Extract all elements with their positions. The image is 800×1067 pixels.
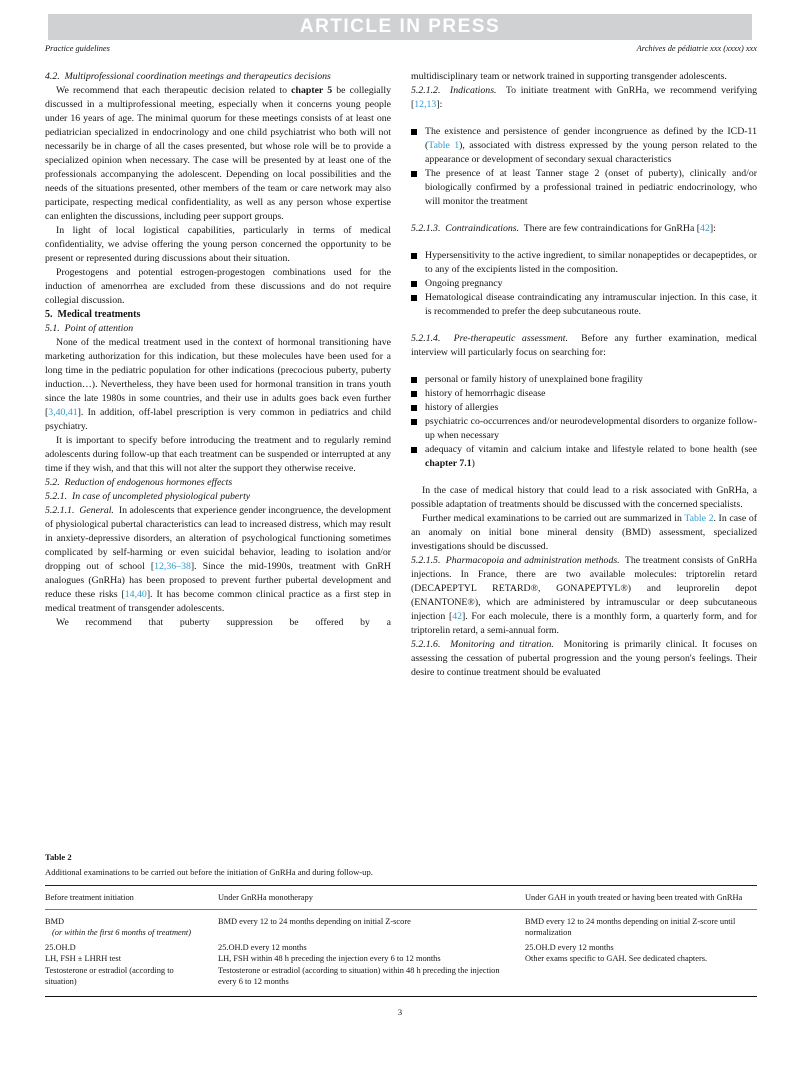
body-text: Monitoring is primarily clinical. It focuses on assessing the cessation of pubertal progression and the young person's feelings. Their desire to continue treatment should be evaluated <box>411 639 757 678</box>
body-text: ]: <box>436 99 443 110</box>
body-text: None of the medical treatment used in the context of hormonal transitioning have marketing authorization for this indication, but these molecules have been used for a long time in the pediatric population for other indications (precocious puberty, puberty induction…). Nevertheless, they have been used for hormonal transition in trans youth since the late 1980s in some countries, and their use in adults goes back even further [ <box>45 337 391 418</box>
paragraph <box>411 554 757 638</box>
paragraph <box>45 504 391 616</box>
bullet-square-icon <box>411 419 417 425</box>
body-text: ) <box>471 458 475 469</box>
bullet-item <box>411 401 757 415</box>
bullet-square-icon <box>411 405 417 411</box>
bullet-square-icon <box>411 281 417 287</box>
body-text: personal or family history of unexplained bone fragility <box>425 374 643 385</box>
body-text: history of hemorrhagic disease <box>425 388 546 399</box>
table-cell <box>45 965 218 988</box>
left-column <box>45 70 391 630</box>
table-header-cell: Under GnRHa monotherapy <box>218 893 313 902</box>
table-cell-line: BMD every 12 to 24 months depending on initial Z-score until normalization <box>525 916 736 937</box>
table-cell-line: Other exams specific to GAH. See dedicated chapters. <box>525 954 708 963</box>
bullet-item <box>411 125 757 167</box>
body-text: There are few contraindications for GnRHa [ <box>519 223 701 234</box>
paragraph <box>45 336 391 434</box>
body-text: In the case of medical history that could lead to a risk associated with GnRHa, a possible adaptation of treatments should be discussed with the concerned specialists. <box>411 485 757 510</box>
table-cell-line: LH, FSH within 48 h preceding the injection every 6 to 12 months <box>218 954 441 963</box>
bullet-square-icon <box>411 129 417 135</box>
body-text: We recommend that puberty suppression be offered by a <box>56 617 391 628</box>
table-row <box>45 942 757 954</box>
running-head-right: Archives de pédiatrie xxx (xxxx) xxx <box>636 44 757 53</box>
bullet-square-icon <box>411 377 417 383</box>
runin-heading: 5.2.1.5. Pharmacopoia and administration methods. <box>411 555 620 566</box>
table-row <box>45 953 757 965</box>
table-2 <box>45 852 757 997</box>
body-text: multidisciplinary team or network trained in supporting transgender adolescents. <box>411 71 727 82</box>
bullet-item <box>411 167 757 209</box>
paragraph <box>45 616 391 630</box>
section-heading <box>45 490 391 504</box>
bullet-list <box>411 373 757 471</box>
body-text: The existence and persistence of gender incongruence as defined by the ICD-11 ( <box>425 126 757 151</box>
reference-link[interactable]: 14,40 <box>124 589 147 600</box>
runin-heading: 5.2.1.2. Indications. <box>411 85 497 96</box>
bullet-item <box>411 249 757 277</box>
table-cell <box>45 953 218 965</box>
page-number: 3 <box>397 1007 403 1017</box>
bullet-item <box>411 277 757 291</box>
article-in-press-banner <box>48 14 752 40</box>
bullet-list <box>411 125 757 209</box>
body-text: adequacy of vitamin and calcium intake and lifestyle related to bone health (see <box>425 444 757 455</box>
paragraph <box>411 484 757 512</box>
table-title: Table 2 <box>45 852 72 862</box>
table-cell-line: 25.OH.D <box>45 942 76 952</box>
table-caption: Additional examinations to be carried out before the initiation of GnRHa and during follow-up. <box>45 866 373 877</box>
table-cell-line: (or within the first 6 months of treatment) <box>52 928 192 937</box>
body-text: 5.2. Reduction of endogenous hormones effects <box>45 477 233 488</box>
body-text: history of allergies <box>425 402 499 413</box>
body-text: ), associated with distress expressed by the young person related to the appearance or development of secondary sexual characteristics <box>425 140 758 165</box>
reference-link[interactable]: 42 <box>452 611 463 622</box>
reference-link[interactable]: Table 2 <box>684 513 714 524</box>
runin-heading: 5.2.1.4. Pre-therapeutic assessment. <box>411 333 568 344</box>
runin-heading: 5.2.1.1. General. <box>45 505 114 516</box>
table-cell <box>45 916 218 939</box>
runin-heading: 5.2.1.6. Monitoring and titration. <box>411 639 554 650</box>
bullet-square-icon <box>411 447 417 453</box>
reference-link[interactable]: 3,40,41 <box>48 407 78 418</box>
right-column <box>411 70 757 680</box>
table-cell <box>218 965 525 988</box>
body-text: The presence of at least Tanner stage 2 (onset of puberty), clinically and/or biologically confirmed by a professional trained in pediatric endocrinology, who will monitor the treatment <box>425 168 757 207</box>
bullet-square-icon <box>411 295 417 301</box>
table-row <box>45 965 757 988</box>
table-cell <box>525 953 757 965</box>
body-text: 5. Medical treatments <box>45 309 141 320</box>
paragraph <box>45 266 391 308</box>
paragraph <box>411 512 757 554</box>
reference-link[interactable]: Table 1 <box>428 140 460 151</box>
paragraph <box>45 434 391 476</box>
section-heading <box>45 308 391 322</box>
body-text: ]. For each molecule, there is a monthly form, a quarterly form, and for triptorelin retard, a semi-annual form. <box>411 611 757 636</box>
bullet-square-icon <box>411 253 417 259</box>
body-text: In light of local logistical capabilities, particularly in terms of medical confidentiality, we advise offering the young person concerned the opportunity to be present or represented during discussions about their situation. <box>45 225 391 264</box>
bullet-item <box>411 415 757 443</box>
bold-text: chapter 5 <box>291 85 333 96</box>
section-heading <box>45 70 391 84</box>
table-header-cell: Under GAH in youth treated or having been treated with GnRHa <box>525 893 743 902</box>
body-text: Hypersensitivity to the active ingredient, to similar nonapeptides or decapeptides, or to any of the excipients listed in the composition. <box>425 250 757 275</box>
table-cell-line: LH, FSH ± LHRH test <box>45 954 122 963</box>
body-text: Progestogens and potential estrogen-progestogen combinations used for the induction of amenorrhea are excluded from these discussions and do not require collegial discussion. <box>45 267 391 306</box>
body-text: ]. It has become common clinical practice as a first step in medical treatment of transgender adolescents. <box>45 589 391 614</box>
paragraph <box>411 70 757 84</box>
runin-heading: 5.2.1.3. Contraindications. <box>411 223 520 234</box>
paragraph <box>411 222 757 236</box>
body-text: 5.2.1. In case of uncompleted physiological puberty <box>45 491 251 502</box>
body-text: ]. Since the mid-1990s, treatment with GnRH analogues (GnRHa) has been proposed to prevent further pubertal development and reduce these risks [ <box>45 561 391 600</box>
running-head-left: Practice guidelines <box>45 44 110 53</box>
table-cell <box>525 942 757 954</box>
body-text: 5.1. Point of attention <box>45 323 134 334</box>
bold-text: chapter 7.1 <box>425 458 472 469</box>
table-cell <box>218 916 525 928</box>
body-text: psychiatric co-occurrences and/or neurodevelopmental disorders to organize follow-up when necessary <box>425 416 757 441</box>
bullet-square-icon <box>411 171 417 177</box>
bullet-item <box>411 443 757 471</box>
running-head <box>45 44 757 53</box>
bullet-list <box>411 249 757 319</box>
body-text: The treatment consists of GnRHa injections. In France, there are two available molecules: triptorelin retard (DECAPEPTYL RETARD®, GONAPEPTYL®) and leuprorelin depot (ENANTONE®), which are administered by intramuscular or deep subcutaneous injection [ <box>411 555 757 622</box>
section-heading <box>45 476 391 490</box>
body-text: In adolescents that experience gender incongruence, the development of physiological pubertal characteristics can lead to increased distress, which may result in anxiety-depressive disorders, an alteration of psychological functioning sometimes complicated by self-harming or even suicidal behavior, leading to isolation and/or dropping out of school [ <box>45 505 391 572</box>
paragraph <box>411 332 757 360</box>
table-grid <box>45 885 757 997</box>
body-text: 4.2. Multiprofessional coordination meetings and therapeutics decisions <box>45 71 331 82</box>
table-header-cell: Before treatment initiation <box>45 893 134 902</box>
table-row <box>45 916 757 939</box>
banner-text: ARTICLE IN PRESS <box>299 16 501 37</box>
bullet-item <box>411 291 757 319</box>
reference-link[interactable]: 42 <box>700 223 710 234</box>
paragraph <box>45 84 391 224</box>
reference-link[interactable]: 12,36–38 <box>154 561 191 572</box>
body-text: be collegially discussed in a multiprofessional meeting, especially when it concerns young people under 16 years of age. The minimal quorum for these meetings consists of at least one pediatrician specialized in endocrinology and one child psychiatrist who both will not necessarily be in charge of all the cases presented, but whose role will be to provide a specialized opinion when necessary. The case will be presented by at least one of the professionals accompanying the adolescent. Depending on local possibilities and the needs of the situations presented, other members of the team or care network may also participate, respecting medical confidentiality, as well as any person whose expertise can enlighten the discussions, including peer support groups. <box>45 85 391 222</box>
body-text: ]. In addition, off-label prescription is very common in pediatrics and child psychiatry. <box>45 407 391 432</box>
body-text: Hematological disease contraindicating any intramuscular injection. In this case, it is recommended to prefer the deep subcutaneous route. <box>425 292 757 317</box>
table-header-row <box>45 886 757 910</box>
table-cell <box>45 942 218 954</box>
body-text: Further medical examinations to be carried out are summarized in <box>422 513 685 524</box>
table-cell-line: Testosterone or estradiol (according to situation) within 48 h preceding the injection every 6 to 12 months <box>218 965 500 986</box>
body-text: We recommend that each therapeutic decision related to <box>56 85 292 96</box>
reference-link[interactable]: 12,13 <box>414 99 437 110</box>
body-text: ]: <box>709 223 716 234</box>
bullet-square-icon <box>411 391 417 397</box>
paragraph <box>45 224 391 266</box>
table-cell <box>218 942 525 954</box>
body-text: . In case of an anomaly on initial bone mineral density (BMD) assessment, specialized investigations should be discussed. <box>411 513 758 552</box>
body-text: It is important to specify before introducing the treatment and to regularly remind adolescents during follow-up that each treatment can be suspended or interrupted at any time if they wish, and that this will not alter the support they otherwise receive. <box>45 435 391 474</box>
bullet-item <box>411 373 757 387</box>
table-body <box>45 910 757 996</box>
table-cell <box>525 916 757 939</box>
body-text: To initiate treatment with GnRHa, we recommend verifying [ <box>411 85 757 110</box>
body-text: Ongoing pregnancy <box>425 278 503 289</box>
body-text: Before any further examination, medical interview will particularly focus on searching for: <box>411 333 758 358</box>
bullet-item <box>411 387 757 401</box>
table-cell-line: Testosterone or estradiol (according to situation) <box>45 965 174 986</box>
paragraph <box>411 84 757 112</box>
section-heading <box>45 322 391 336</box>
table-cell-line: BMD every 12 to 24 months depending on initial Z-score <box>218 916 411 926</box>
table-cell <box>218 953 525 965</box>
paragraph <box>411 638 757 680</box>
table-cell-line: 25.OH.D every 12 months <box>525 942 614 952</box>
table-cell-line: 25.OH.D every 12 months <box>218 942 307 952</box>
table-cell-line: BMD <box>45 916 65 926</box>
